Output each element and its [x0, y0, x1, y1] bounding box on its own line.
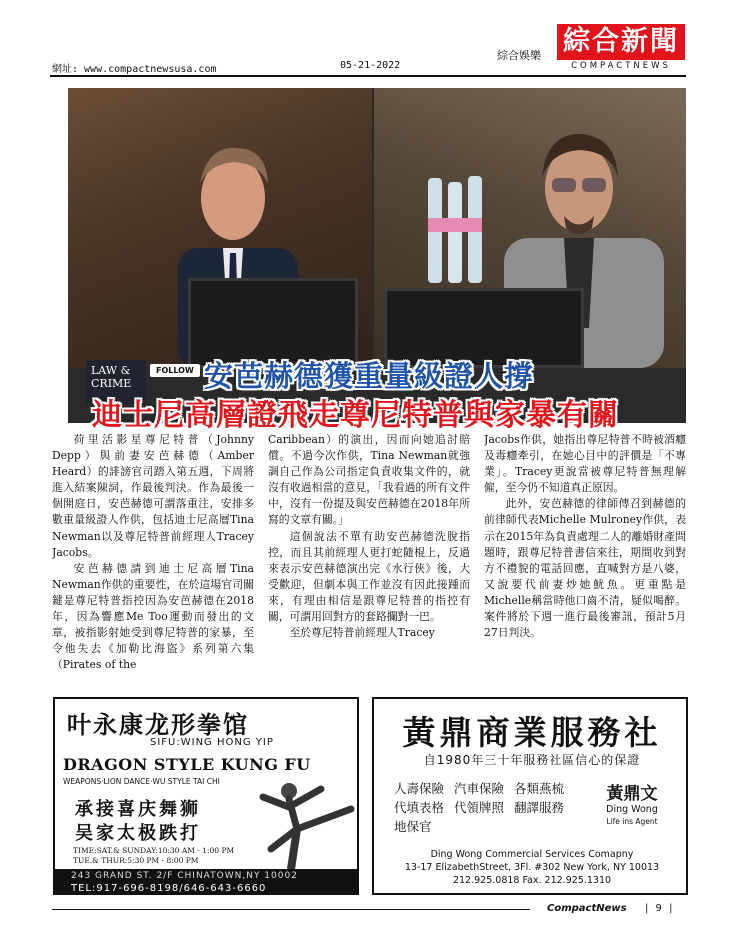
website-url: 網址: www.compactnewsusa.com	[52, 64, 217, 75]
service-row	[394, 817, 564, 836]
footer-rule	[52, 909, 530, 910]
dingwong-ad-title: 黃鼎商業服務社	[402, 713, 662, 752]
kungfu-ad-service-2: 吴家太极跌打	[75, 823, 201, 844]
issue-date: 05-21-2022	[340, 60, 401, 71]
agent-info	[602, 779, 662, 826]
headline-secondary: 迪士尼高層證飛走尊尼特普與家暴有關	[92, 398, 619, 433]
kungfu-ad-phone: TEL:917-696-8198/646-643-6660	[71, 883, 267, 894]
water-bottles	[422, 168, 502, 288]
agent-name-zh: 黃鼎文	[606, 784, 658, 804]
article-column-3	[484, 432, 686, 687]
agent-role: Life ins Agent	[606, 817, 658, 826]
kungfu-ad-sifu: SIFU:WING HONG YIP	[150, 737, 274, 748]
dingwong-ad-subtitle: 自1980年三十年服務社區信心的保證	[423, 753, 641, 767]
service-row	[394, 798, 564, 817]
law-crime-logo: LAW & CRIME	[86, 360, 146, 404]
service-item: 代填表格	[394, 800, 445, 815]
page-header	[0, 0, 738, 80]
dingwong-address: 13-17 ElizabethStreet, 3Fl. #302 New York, NY 10013	[404, 862, 660, 873]
brand-logo	[557, 24, 685, 71]
kungfu-ad-service-1: 承接喜庆舞狮	[75, 799, 201, 820]
dingwong-company: Ding Wong Commercial Services Comapny	[430, 849, 634, 860]
paragraph: 安芭赫德請到迪士尼高層Tina Newman作供的重要性，在於這場官司關鍵是尊尼特普指控因為安芭赫德在2018年，因為響應Me Too運動而發出的文章，被指影射她受到尊尼特普的家暴，至令他失去《加勒比海盜》系列第六集（Pirates of the	[52, 561, 254, 672]
header-rule	[50, 75, 686, 77]
page-number: | 9 |	[645, 903, 675, 914]
service-item: 汽車保險	[454, 781, 505, 796]
paragraph: 荷里活影星尊尼特普（Johnny Depp）與前妻安芭赫德（Amber Heard）的誹謗官司踏入第五週，下周將進入結案陳詞，作最後判決。作為最後一個開庭日，安芭赫德可謂落重注，安排多數重量級證人作供，包括迪士尼高層Tina Newman以及尊尼特普前經理人Tracey Jacobs。	[52, 433, 254, 559]
dingwong-ad-services	[394, 779, 564, 836]
kungfu-ad-address: 243 GRAND ST. 2/F CHINATOWN,NY 10002	[71, 871, 298, 881]
article-column-2	[268, 432, 470, 687]
kungfu-ad-schedule-2: TUE.& THUR:5:30 PM - 8:00 PM	[73, 856, 199, 865]
dingwong-phone: 212.925.0818 Fax. 212.925.1310	[452, 875, 612, 886]
paragraph: 至於尊尼特普前經理人Tracey	[289, 626, 435, 640]
photo-right-panel	[374, 88, 686, 368]
service-item: 代領牌照	[454, 800, 505, 815]
headline-primary: 安芭赫德獲重量級證人撐	[204, 359, 535, 393]
service-row	[394, 779, 564, 798]
kungfu-ad-style: DRAGON STYLE KUNG FU	[63, 755, 311, 774]
brand-name-en: COMPACTNEWS	[557, 61, 685, 71]
paragraph: Jacobs作供，她指出尊尼特普不時被酒癮及毒癮牽引，在她心目中的評價是「不專業」。Tracey更說當被尊尼特普無理解僱，至今仍不知道真正原因。	[484, 433, 686, 495]
kungfu-ad-title: 叶永康龙形拳馆	[67, 710, 249, 739]
follow-badge: FOLLOW	[150, 364, 200, 377]
agent-name-en: Ding Wong	[606, 804, 658, 815]
kungfu-ad-subtitle: WEAPONS·LION DANCE·WU STYLE TAI CHI	[63, 777, 220, 786]
dingwong-ad	[372, 697, 688, 895]
paragraph: 此外，安芭赫德的律師傳召到赫德的前律師代表Michelle Mulroney作供，表示在2015年為負責處理二人的離婚財產問題時，跟尊尼特普書信來往，期間收到對方不禮貌的電話回應，直喊對方是八婆，又說要代前妻炒她魷魚。更重點是Michelle稱當時他口齒不清，疑似喝醉。案件將於下週一進行最後審訊，預計5月27日判決。	[484, 497, 686, 640]
section-name: 綜合娛樂	[497, 49, 541, 62]
paragraph: 這個說法不單有助安芭赫德洗脫指控，而且其前經理人更打蛇隨棍上，反過來表示安芭赫德演出完《水行俠》後，大受歡迎，但劇本與工作並沒有因此接踵而來，有理由相信是跟尊尼特普的指控有關，可謂用回對方的套路攔對一巴。	[268, 529, 470, 624]
brand-name-zh: 綜合新聞	[557, 24, 685, 60]
kungfu-fighter-icon	[251, 779, 359, 874]
kungfu-ad-contact-bar	[55, 869, 359, 895]
photo-left-panel	[68, 88, 372, 368]
article-column-1	[52, 432, 254, 687]
service-item: 翻譯服務	[514, 800, 565, 815]
kungfu-ad-schedule-1: TIME:SAT.& SUNDAY:10:30 AM - 1:00 PM	[73, 846, 235, 855]
kungfu-ad	[53, 697, 359, 895]
service-item: 各類燕梳	[514, 781, 565, 796]
service-item: 人壽保險	[394, 781, 445, 796]
page-footer	[52, 900, 688, 920]
footer-brand: CompactNews	[547, 903, 627, 914]
service-item: 地保官	[394, 819, 432, 834]
paragraph: Caribbean）的演出，因而向她追討賠償。不過今次作供，Tina Newman就強調自己作為公司指定負責收集文件的，就沒有收過相當的意見，「我看過的所有文件中，沒有一份提及與安芭赫德在2018年所寫的文章有關。」	[268, 433, 470, 527]
article-body	[52, 432, 688, 687]
